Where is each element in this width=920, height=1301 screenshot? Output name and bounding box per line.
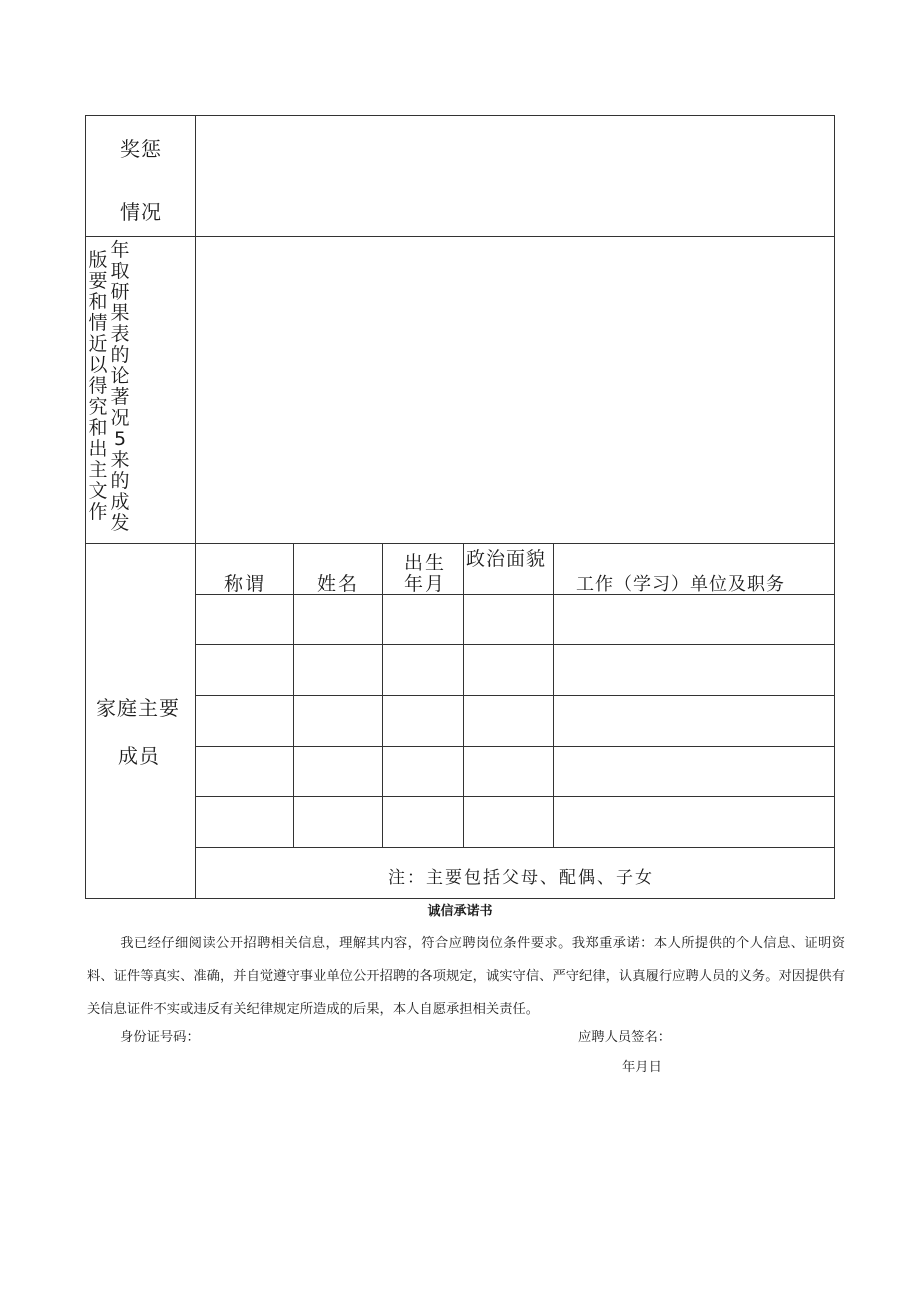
awards-label-line2: 情况: [120, 200, 162, 224]
family-header-work: 工作（学习）单位及职务: [576, 574, 785, 595]
family-header-name: 姓名: [317, 573, 360, 595]
family-member-cell[interactable]: [196, 797, 293, 847]
family-label-line2: 成员: [118, 744, 160, 768]
family-header-relation: 称谓: [224, 573, 267, 595]
awards-label-line1: 奖惩: [120, 137, 162, 161]
pledge-title: 诚信承诺书: [427, 904, 493, 919]
awards-input-area[interactable]: [196, 116, 834, 236]
family-member-cell[interactable]: [464, 645, 553, 695]
family-member-cell[interactable]: [464, 747, 553, 796]
family-member-cell[interactable]: [383, 645, 463, 695]
family-member-cell[interactable]: [294, 595, 382, 644]
family-note: 注：主要包括父母、配偶、子女: [388, 868, 654, 888]
family-member-cell[interactable]: [196, 645, 293, 695]
research-label-column-1: 版要和情近以得究和出主文作: [88, 249, 108, 523]
family-member-cell[interactable]: [464, 595, 553, 644]
family-header-birth-line2: 年月: [404, 573, 447, 595]
family-row-divider: [195, 847, 835, 848]
family-header-political: 政治面貌: [466, 548, 547, 570]
family-member-cell[interactable]: [383, 595, 463, 644]
family-label-line1: 家庭主要: [96, 696, 180, 720]
family-member-cell[interactable]: [196, 696, 293, 746]
family-member-cell[interactable]: [196, 595, 293, 644]
id-number-label: 身份证号码：: [120, 1030, 200, 1045]
family-member-cell[interactable]: [294, 696, 382, 746]
family-member-cell[interactable]: [554, 797, 835, 847]
family-member-cell[interactable]: [294, 797, 382, 847]
research-input-area[interactable]: [196, 237, 834, 543]
date-label: 年月日: [622, 1060, 662, 1075]
family-member-cell[interactable]: [383, 747, 463, 796]
family-member-cell[interactable]: [294, 747, 382, 796]
family-member-cell[interactable]: [554, 747, 835, 796]
family-member-cell[interactable]: [554, 595, 835, 644]
family-member-cell[interactable]: [383, 696, 463, 746]
research-label-column-2: 年取研果表的论著况5来的成发: [110, 239, 130, 534]
family-member-cell[interactable]: [464, 797, 553, 847]
family-header-birth-line1: 出生: [404, 552, 447, 574]
row-divider: [85, 543, 835, 544]
pledge-body: 我已经仔细阅读公开招聘相关信息，理解其内容，符合应聘岗位条件要求。我郑重承诺：本人所提供的个人信息、证明资料、证件等真实、准确，并自觉遵守事业单位公开招聘的各项规定，诚实守信、严守纪律，认真履行应聘人员的义务。对因提供有关信息证件不实或违反有关纪律规定所造成的后果，本人自愿承担相关责任。: [87, 936, 845, 1017]
family-member-cell[interactable]: [464, 696, 553, 746]
family-member-cell[interactable]: [383, 797, 463, 847]
family-member-cell[interactable]: [294, 645, 382, 695]
family-member-cell[interactable]: [554, 645, 835, 695]
family-member-cell[interactable]: [554, 696, 835, 746]
signature-label: 应聘人员签名：: [578, 1030, 672, 1045]
family-member-cell[interactable]: [196, 747, 293, 796]
